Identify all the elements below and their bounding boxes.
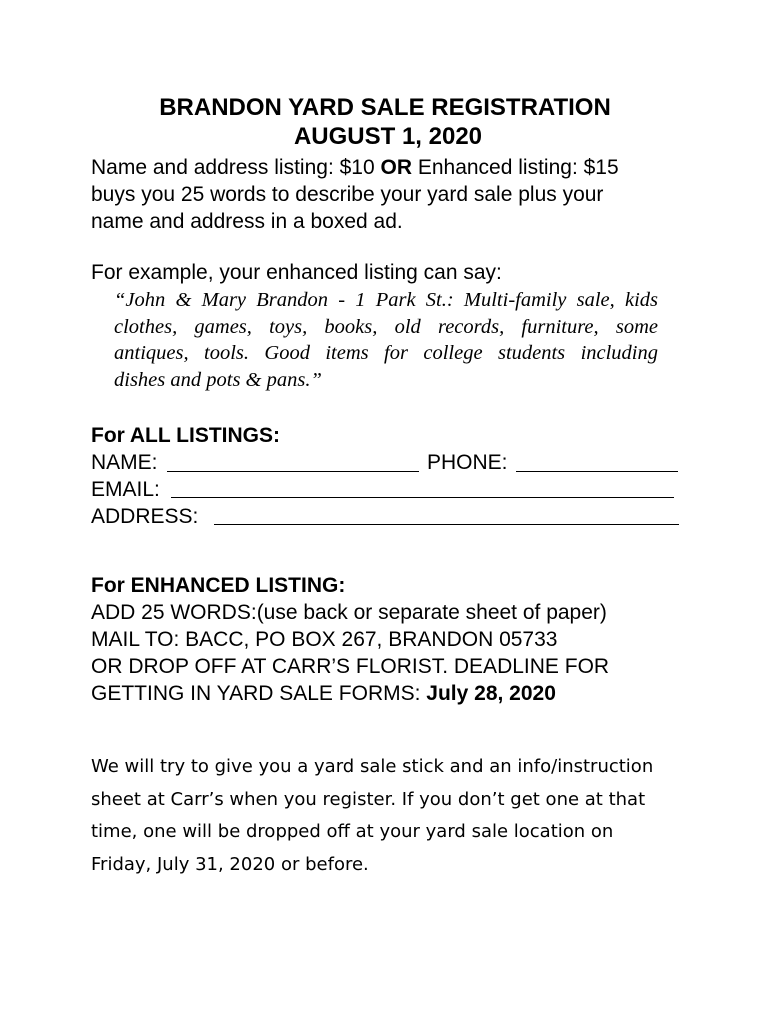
event-date: AUGUST 1, 2020	[293, 123, 483, 150]
pricing-or: OR	[380, 156, 412, 179]
deadline-label: GETTING IN YARD SALE FORMS:	[91, 682, 427, 705]
example-quote-line: “John & Mary Brandon - 1 Park St.: Multi-family sale, kids	[114, 289, 658, 311]
phone-label: PHONE:	[427, 451, 508, 474]
note-line: Friday, July 31, 2020 or before.	[91, 853, 369, 875]
drop-off-instruction: OR DROP OFF AT CARR’S FLORIST. DEADLINE FOR	[91, 655, 610, 678]
all-listings-heading: For ALL LISTINGS:	[91, 424, 280, 447]
address-label: ADDRESS:	[91, 505, 199, 528]
mail-to-address: MAIL TO: BACC, PO BOX 267, BRANDON 05733	[91, 628, 558, 651]
example-quote-line: dishes and pots & pans.”	[114, 368, 322, 391]
pricing-enhanced: Enhanced listing: $15	[412, 156, 619, 179]
example-quote-line: antiques, tools. Good items for college students including	[114, 342, 658, 364]
email-field[interactable]	[171, 497, 674, 498]
note-line: time, one will be dropped off at your yard sale location on	[91, 821, 614, 842]
example-quote-line: clothes, games, toys, books, old records, furniture, some	[114, 315, 658, 338]
note-line: sheet at Carr’s when you register. If you don’t get one at that	[91, 788, 646, 810]
address-field[interactable]	[214, 524, 679, 525]
example-quote	[114, 287, 658, 393]
enhanced-listing-heading: For ENHANCED LISTING:	[91, 574, 346, 597]
enhanced-words-instruction: ADD 25 WORDS:(use back or separate sheet of paper)	[91, 601, 607, 624]
note-line: We will try to give you a yard sale stick and an info/instruction	[91, 756, 654, 777]
pricing-line-1	[91, 154, 619, 181]
phone-field[interactable]	[516, 471, 678, 472]
pricing-line-3: name and address in a boxed ad.	[91, 210, 403, 233]
example-intro: For example, your enhanced listing can say:	[91, 261, 502, 284]
form-title: BRANDON YARD SALE REGISTRATION	[159, 94, 611, 121]
email-label: EMAIL:	[91, 478, 160, 501]
deadline-line	[91, 680, 556, 707]
yard-sale-stick-note	[91, 751, 691, 881]
name-label: NAME:	[91, 451, 158, 474]
pricing-basic: Name and address listing: $10	[91, 156, 381, 179]
deadline-date: July 28, 2020	[426, 682, 556, 705]
name-field[interactable]	[167, 471, 419, 472]
pricing-line-2: buys you 25 words to describe your yard sale plus your	[91, 183, 604, 206]
